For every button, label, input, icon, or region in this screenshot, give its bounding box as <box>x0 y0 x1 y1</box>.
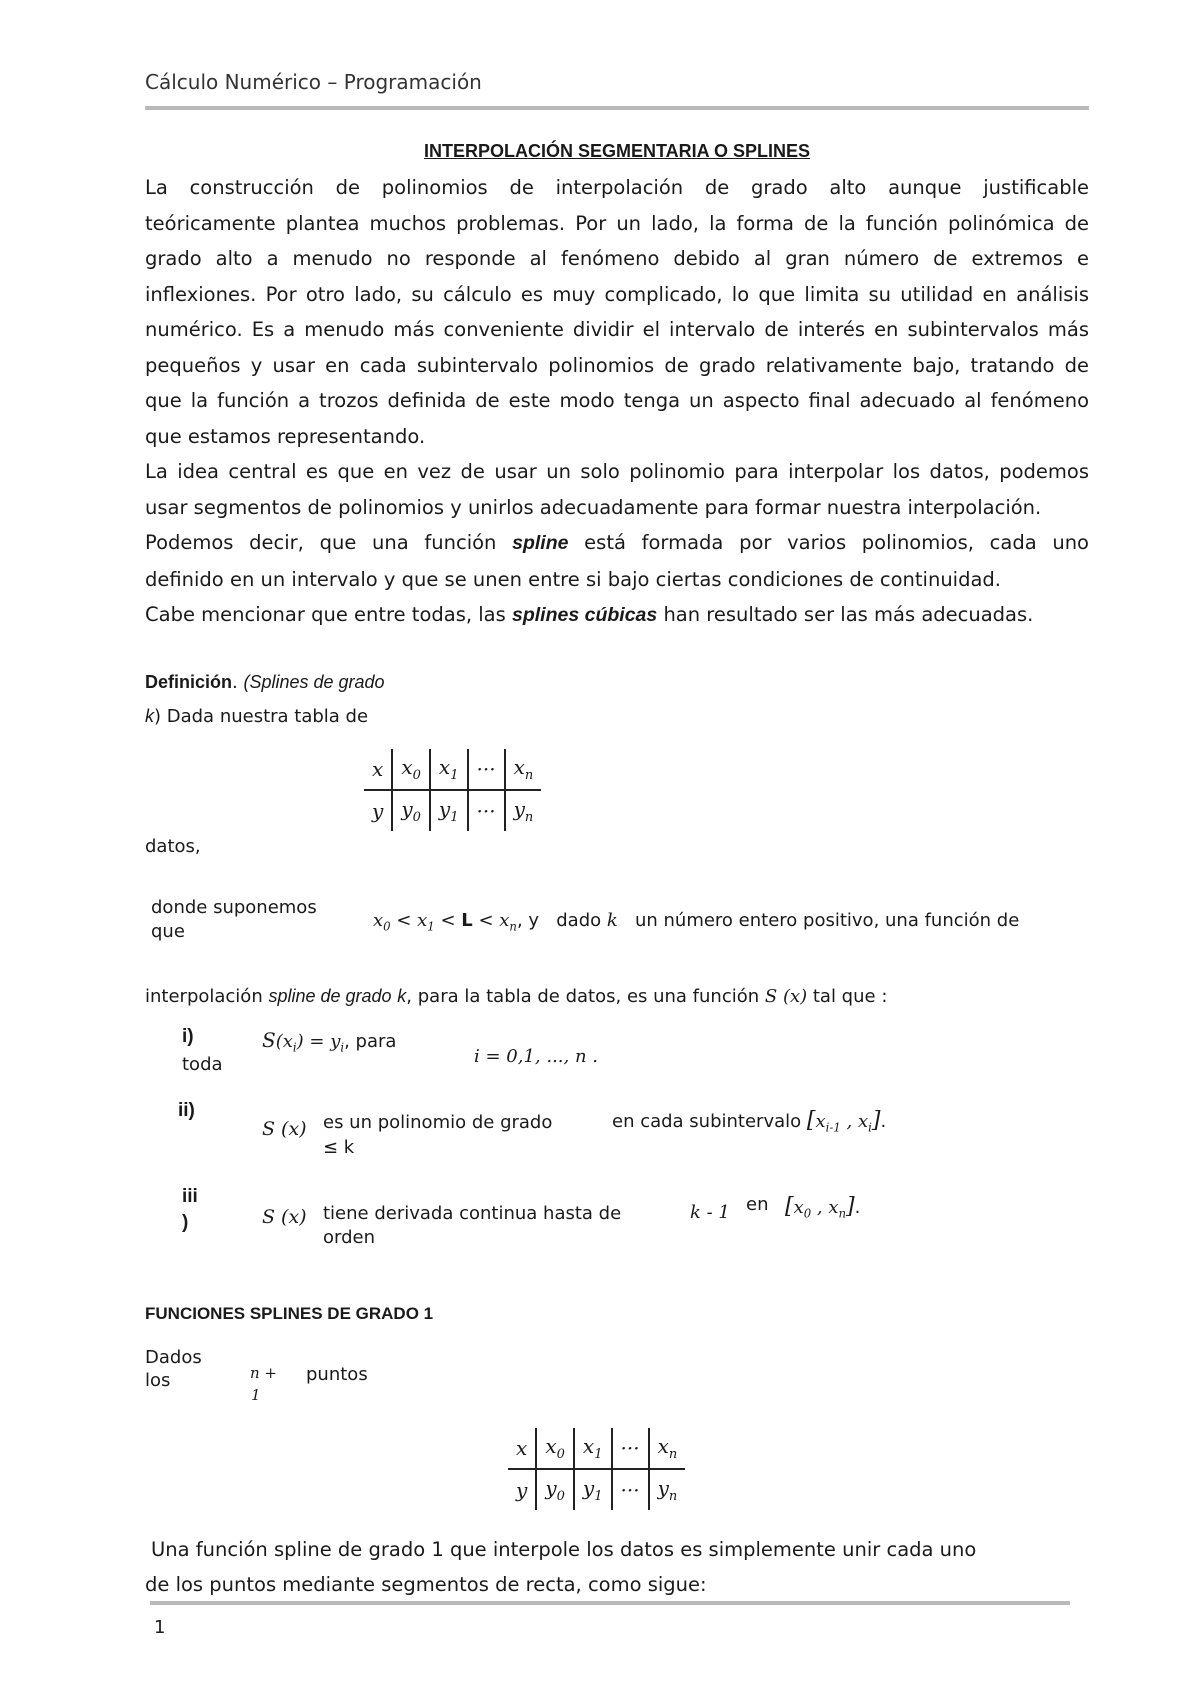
idea-line: La idea central es que en vez de usar un solo polinomio para interpolar los datos, podemos <box>145 460 1089 483</box>
cond-i-toda: toda <box>182 1054 223 1075</box>
cond-iii-interval: [$x_0$ , $x_n$]. <box>785 1194 861 1221</box>
text: , para <box>344 1031 397 1052</box>
text: un número entero positivo, una función de <box>634 910 1020 931</box>
text: ) Dada nuestra tabla de <box>154 706 369 727</box>
text: Cabe mencionar que entre todas, las <box>145 603 506 626</box>
text: , para la tabla de datos, es una función <box>406 986 760 1007</box>
intro-line: que la función a trozos definida de este modo tenga un aspecto final adecuado al fenómeno <box>145 389 1089 412</box>
puntos: puntos <box>306 1364 368 1385</box>
cell-y: y <box>508 1469 536 1510</box>
cell-y1: $y_1$ <box>430 790 468 831</box>
intro-line: que estamos representando. <box>145 424 426 448</box>
donde-text: donde suponemos que <box>151 897 317 942</box>
cell-x: x <box>508 1428 536 1469</box>
text: Podemos decir, que una función <box>145 531 497 554</box>
text: , y <box>516 910 540 931</box>
cell-y0: $y_0$ <box>392 790 430 831</box>
cell-x1: $x_1$ <box>430 749 468 790</box>
cond-ii-text: es un polinomio de grado <box>323 1112 553 1133</box>
intro-line: pequeños y usar en cada subintervalo polinomios de grado relativamente bajo, tratando de <box>145 353 1089 377</box>
cond-i-range: i = 0,1, ..., n . <box>474 1046 598 1067</box>
definition-heading: Definición. (Splines de grado <box>145 672 385 693</box>
cell-dots: ··· <box>612 1469 649 1510</box>
intro-line: teóricamente plantea muchos problemas. Por un lado, la forma de la función polinómica de <box>145 211 1089 235</box>
cell-x: x <box>364 749 392 790</box>
k-symbol: k <box>145 706 154 726</box>
data-table-1 <box>364 749 541 831</box>
cond-i-formula: $S(x_i) = y_i$, para <box>262 1028 397 1055</box>
label-part: ) <box>182 1212 189 1233</box>
text: han resultado ser las más adecuadas. <box>663 603 1034 626</box>
section-title: INTERPOLACIÓN SEGMENTARIA O SPLINES <box>423 141 811 161</box>
k-symbol: k <box>606 910 618 931</box>
intro-line: grado alto a menudo no responde al fenómeno debido al gran número de extremos e <box>145 247 1089 270</box>
cell-x1: $x_1$ <box>574 1428 612 1469</box>
section2-paragraph <box>145 1532 1089 1602</box>
definition-line <box>145 706 368 727</box>
datos-text: datos, <box>145 836 201 857</box>
spline-term: spline <box>512 532 569 554</box>
cond-iii-k: k - 1 <box>690 1202 730 1223</box>
intro-line: inflexiones. Por otro lado, su cálculo es muy complicado, lo que limita su utilidad en análisis <box>145 282 1089 306</box>
cell-x0: $x_0$ <box>392 749 430 790</box>
one: 1 <box>251 1386 261 1404</box>
cell-yn: $y_n$ <box>513 797 534 825</box>
section2-title: FUNCIONES SPLINES DE GRADO 1 <box>145 1304 434 1323</box>
section2-line: Una función spline de grado 1 que interpole los datos es simplemente unir cada uno <box>151 1538 977 1561</box>
cell-dots: ··· <box>612 1428 649 1469</box>
footer-rule <box>150 1601 1070 1605</box>
text: dado <box>556 910 602 931</box>
page-number: 1 <box>154 1617 166 1638</box>
condition-line: $x_0 < x_1 < L < x_n$, y dado k un número entero positivo, una función de <box>373 910 1020 934</box>
dados-los: Dados los <box>145 1347 202 1391</box>
cond-i-label: i) <box>182 1026 194 1047</box>
cell-xn: $x_n$ <box>649 1428 686 1469</box>
cell-y1: $y_1$ <box>574 1469 612 1510</box>
intro-line: La construcción de polinomios de interpolación de grado alto aunque justificable <box>145 176 1089 199</box>
spline-definition-line: definido en un intervalo y que se unen entre si bajo ciertas condiciones de continuidad. <box>145 567 1002 591</box>
cond-iii-en: en <box>746 1194 769 1215</box>
cond-ii-interval: en cada subintervalo [$x_{i-1}$ , $x_i$]. <box>612 1108 887 1135</box>
cell-yn: $y_n$ <box>657 1476 678 1504</box>
intro-paragraph <box>145 170 1089 634</box>
text: en cada subintervalo <box>612 1111 802 1132</box>
cond-iii-label <box>182 1184 198 1236</box>
section2-line: de los puntos mediante segmentos de recta, como sigue: <box>145 1573 707 1596</box>
interp-line: interpolación spline de grado k, para la tabla de datos, es una función S (x) tal que : <box>145 986 888 1007</box>
text: interpolación <box>145 986 263 1007</box>
cell-dots: ··· <box>468 749 505 790</box>
idea-line: usar segmentos de polinomios y unirlos adecuadamente para formar nuestra interpolación. <box>145 495 1042 519</box>
data-table-2 <box>508 1428 685 1510</box>
n-plus: n + <box>250 1364 277 1382</box>
cell-xn: $x_n$ <box>505 749 542 790</box>
text: tal que : <box>812 986 888 1007</box>
cell-y0: $y_0$ <box>536 1469 574 1510</box>
cell-x0: $x_0$ <box>536 1428 574 1469</box>
definition-label: Definición <box>145 672 233 692</box>
definition-paren: (Splines de grado <box>243 672 385 692</box>
S-of-x: S (x) <box>262 1206 307 1228</box>
label-part: iii <box>182 1186 198 1207</box>
text: está formada por varios polinomios, cada uno <box>584 531 1089 554</box>
text: spline de grado <box>268 986 392 1006</box>
cell-y: y <box>364 790 392 831</box>
S-of-x: S (x) <box>262 1118 307 1140</box>
page-header: Cálculo Numérico – Programación <box>145 70 482 94</box>
cell-dots: ··· <box>468 790 505 831</box>
spline-definition-line <box>145 525 1089 562</box>
cubic-term: splines cúbicas <box>512 604 658 626</box>
cond-iii-text: tiene derivada continua hasta de orden <box>323 1203 622 1248</box>
intro-line: numérico. Es a menudo más conveniente dividir el intervalo de interés en subintervalos más <box>145 318 1089 341</box>
cond-ii-le: ≤ k <box>323 1137 355 1158</box>
cubic-line <box>145 597 1089 634</box>
header-rule <box>145 106 1089 110</box>
cond-ii-label: ii) <box>178 1100 195 1121</box>
k-symbol: k <box>397 986 407 1006</box>
